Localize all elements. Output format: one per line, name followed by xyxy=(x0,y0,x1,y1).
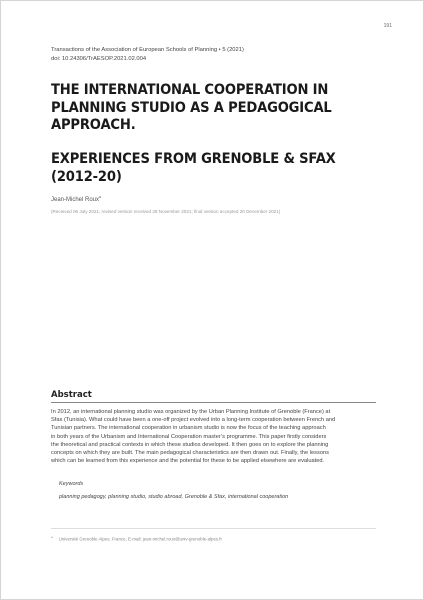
keywords-text: planning pedagogy, planning studio, studio abroad, Grenoble & Sfax, international cooperation xyxy=(59,494,289,500)
abstract-line: which can be learned from this experience and the potential for these to be applied elsewhere are evaluated. xyxy=(51,458,325,465)
abstract-line: concepts on which they are built. The main pedagogical characteristics are then drawn out. Finally, the lessons xyxy=(51,450,329,457)
page-number: 191 xyxy=(383,23,392,29)
journal-doi: doi: 10.24306/TrAESOP.2021.02.004 xyxy=(51,56,147,62)
abstract-line: In 2012, an international planning studio was organized by the Urban Planning Institute of Grenoble (France) at xyxy=(51,409,331,415)
author-affiliation-marker: a xyxy=(99,195,101,199)
journal-info xyxy=(51,46,244,64)
subtitle-line: (2012-20) xyxy=(51,167,122,185)
abstract-body xyxy=(51,408,376,465)
footnote-marker: a xyxy=(51,535,53,539)
abstract-heading: Abstract xyxy=(51,390,92,400)
abstract-line: the theoretical and practical contexts in which these studios developed. It then goes on to explore the planning xyxy=(51,441,329,448)
paper-subtitle xyxy=(51,150,348,185)
keywords-label: Keywords xyxy=(59,481,84,487)
footnote-text: Université Grenoble Alpes, France, E-mail: jean-michel.roux@univ-grenoble-alpes.fr xyxy=(58,536,222,542)
footnote xyxy=(51,535,222,541)
title-line: APPROACH. xyxy=(51,116,136,133)
journal-citation: Transactions of the Association of European Schools of Planning • 5 (2021) xyxy=(51,47,244,53)
subtitle-line: EXPERIENCES FROM GRENOBLE & SFAX xyxy=(51,150,336,167)
submission-dates: (Received 06 July 2021; revised version received 29 November 2021; final version accepted 20 December 2021) xyxy=(51,209,281,214)
abstract-line: Sfax (Tunisia). What could have been a one-off project evolved into a long-term cooperation between French and xyxy=(51,417,336,424)
title-line: THE INTERNATIONAL COOPERATION IN xyxy=(51,81,329,98)
abstract-line: in both years of the Urbanism and International Cooperation master’s programme. This paper firstly considers xyxy=(51,433,327,440)
author-name: Jean-Michel Roux xyxy=(51,197,100,203)
footnote-divider xyxy=(51,528,376,529)
paper-title xyxy=(51,81,348,134)
abstract-divider xyxy=(51,402,376,403)
title-line: PLANNING STUDIO AS A PEDAGOGICAL xyxy=(51,98,332,116)
abstract-line: Tunisian partners. The international cooperation in urbanism studio is now the focus of the teaching approach xyxy=(51,425,326,432)
author xyxy=(51,195,101,203)
